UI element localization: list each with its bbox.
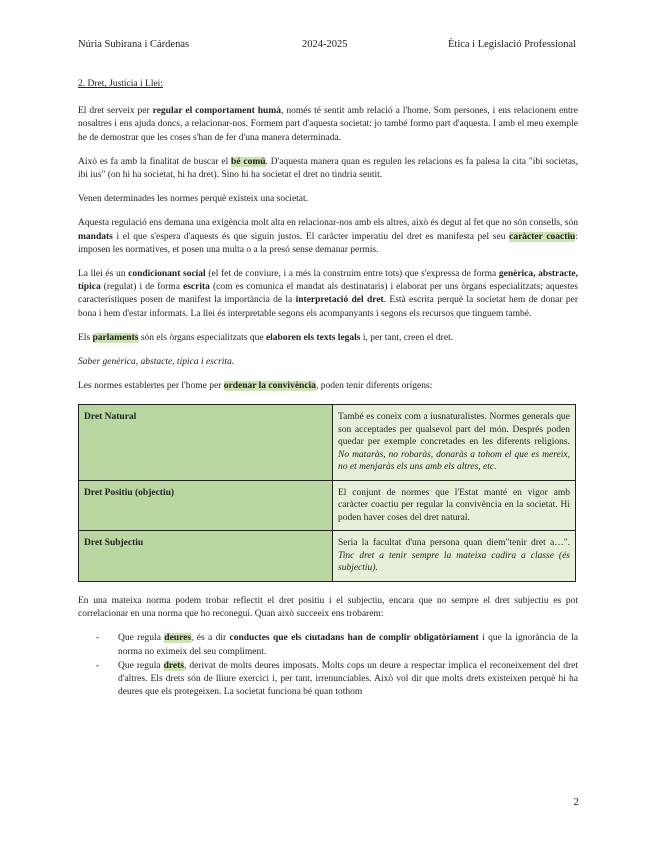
page-number: 2	[573, 796, 579, 808]
table-key-cell: Dret Positiu (objectiu)	[79, 480, 333, 531]
bullet-list	[78, 632, 578, 699]
table-value-cell: També es coneix com a iusnaturalistes. Normes generals que son acceptades per qualsevol part del món. Després poden quedar per exemple concretades en les diferents religions. No mataràs, no robaràs, donaràs a tohom el que es mereix, no et menjaràs els uns amb els altres, etc.	[333, 405, 576, 481]
law-types-table	[78, 404, 576, 582]
paragraph-5: La llei és un condicionant social (el fet de conviure, i a més la construim entre tots) que s'expressa de forma genèrica, abstracte, típica (regulat) i de forma escrita (com es comunica el mandat als destinataris) i elaborat per uns òrgans especialitzats; aquestes característiques posen de manifest la importància de la interpretació del dret. Està escrita perquè la societat hem de donar per bona i hem d'estar informats. La llei és interpretable segons els acompanyants i segons els recursos que tinguem també.	[78, 269, 578, 319]
document-body	[78, 78, 578, 700]
table-row	[79, 405, 576, 481]
paragraph-7: Saber genèrica, abstacte, típica i escrita.	[78, 357, 235, 368]
table-key-cell: Dret Subjectiu	[79, 531, 333, 582]
table-value-cell: Seria la facultat d'una persona quan diem"tenir dret a…". Tinc dret a tenir sempre la mateixa cadira a classe (és subjectiu).	[333, 531, 576, 582]
paragraph-6: Els parlaments són els òrgans especialitzats que elaboren els texts legals i, per tant, creen el dret.	[78, 332, 454, 343]
list-item: - Que regula drets, derivat de molts deures imposats. Molts cops un deure a respectar implica el reconeixement del dret d'altres. Els drets són de lliure exercici i, per tant, irrenunciables. Això vol dir que molts drets existeixen perquè hi ha deures que els protegeixen. La societat funciona bé quan tothom	[78, 660, 578, 700]
table-value-cell: El conjunt de normes que l'Estat manté en vigor amb caràcter coactiu per regular la convivència en la societat. Hi poden haver coses del dret natural.	[333, 480, 576, 531]
header-author: Núria Subirana i Cárdenas	[78, 39, 190, 50]
list-item: - Que regula deures, és a dir conductes que els ciutadans han de complir obligatòriament i que la ignorància de la norma no eximeix del seu compliment.	[78, 632, 578, 658]
header-year: 2024-2025	[302, 39, 348, 50]
table-row	[79, 480, 576, 531]
paragraph-3: Venen determinades les normes perquè existeix una societat.	[78, 194, 309, 205]
section-title: 2. Dret, Justícia i Llei:	[78, 79, 163, 89]
header-subject: Ètica i Legislació Professional	[447, 39, 576, 50]
table-row	[79, 531, 576, 582]
paragraph-9: En una mateixa norma podem trobar reflectit el dret positiu i el subjectiu, encara que no sempre el dret subjectiu es pot correlacionar en una norma que ho reconegui. Quan això succeeix ens trobarem:	[78, 595, 578, 620]
paragraph-1: El dret serveix per regular el comportament humà, només té sentit amb relació a l'home. Som persones, i ens relacionem entre nosaltres i ens ajuda doncs, a relacionar-nos. Formem part d'aquesta societat: jo també formo part d'aquesta. I amb el meu exemple he de demostrar que les coses s'han de fer d'una manera determinada.	[78, 106, 579, 143]
paragraph-4: Aquesta regulació ens demana una exigència molt alta en relacionar-nos amb els altres, això és degut al fet que no són consells, són mandats i el que s'espera d'aquests és que siguin justos. El caràcter imperatiu del dret es manifesta pel seu caràcter coactiu: imposen les normatives, et posen una multa o a la presó sense demanar permís.	[78, 218, 578, 255]
paragraph-8: Les normes establertes per l'home per ordenar la convivència, poden tenir diferents orígens:	[78, 381, 433, 392]
page-header	[78, 39, 576, 53]
table-key-cell: Dret Natural	[79, 405, 333, 481]
paragraph-2: Això es fa amb la finalitat de buscar el bé comú. D'aquesta manera quan es regulen les relacions es fa palesa la cita "ibi societas, ibi ius" (on hi ha societat, hi ha dret). Sino hi ha societat el dret no tindria sentit.	[78, 156, 579, 181]
